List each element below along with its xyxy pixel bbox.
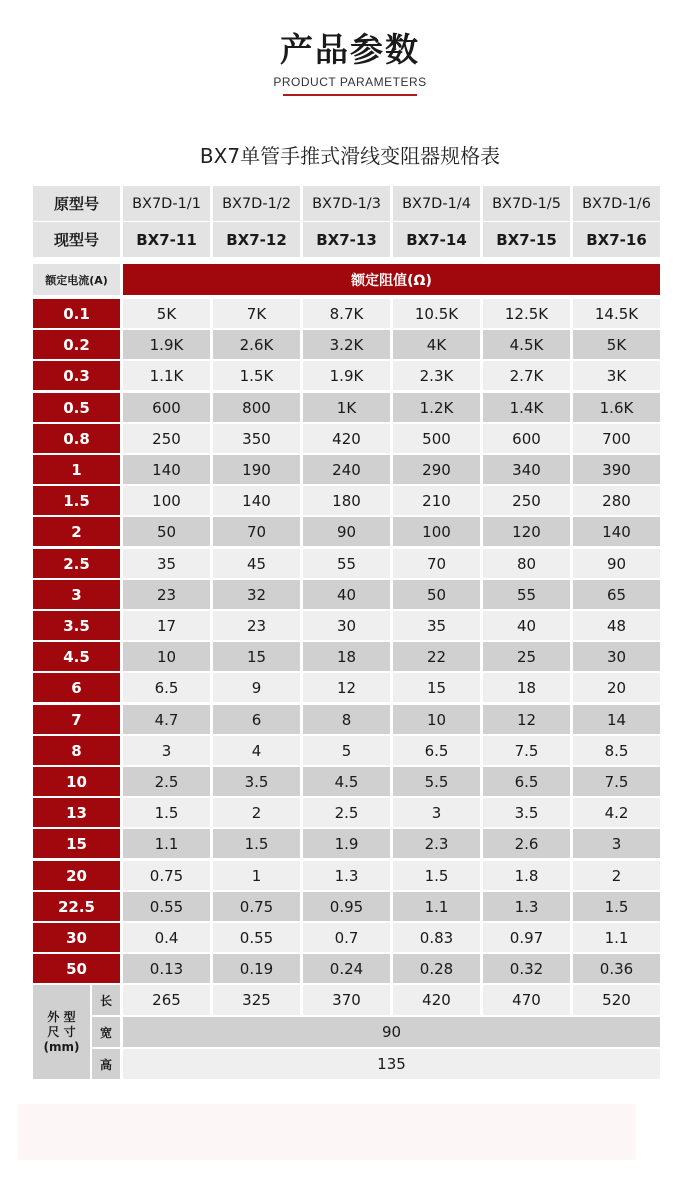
original-model-cell: BX7D-1/1 (123, 186, 210, 221)
resistance-cell: 350 (213, 424, 300, 453)
height-value-cell: 135 (123, 1049, 660, 1079)
resistance-cell: 18 (483, 673, 570, 702)
length-value-cell: 370 (303, 985, 390, 1015)
resistance-cell: 22 (393, 642, 480, 671)
resistance-cell: 0.75 (123, 861, 210, 890)
resistance-cell: 250 (123, 424, 210, 453)
resistance-cell: 55 (303, 549, 390, 578)
current-value-cell: 0.8 (33, 424, 120, 453)
resistance-cell: 0.97 (483, 923, 570, 952)
current-value-cell: 3.5 (33, 611, 120, 640)
resistance-cell: 5K (123, 299, 210, 328)
resistance-cell: 140 (213, 486, 300, 515)
resistance-cell: 1.9 (303, 829, 390, 858)
resistance-cell: 4.5 (303, 767, 390, 796)
resistance-cell: 0.7 (303, 923, 390, 952)
dimension-label-line: 外 型 (47, 1009, 76, 1024)
resistance-cell: 90 (573, 549, 660, 578)
resistance-cell: 48 (573, 611, 660, 640)
resistance-cell: 4.5K (483, 330, 570, 359)
length-value-cell: 470 (483, 985, 570, 1015)
resistance-cell: 3.5 (483, 798, 570, 827)
current-model-cell: BX7-16 (573, 222, 660, 257)
resistance-cell: 2.6K (213, 330, 300, 359)
resistance-cell: 7.5 (573, 767, 660, 796)
current-model-cell: BX7-13 (303, 222, 390, 257)
resistance-cell: 140 (573, 517, 660, 546)
length-value-cell: 265 (123, 985, 210, 1015)
dimension-group-label (33, 985, 90, 1079)
rated-resistance-header: 额定阻值(Ω) (123, 264, 660, 295)
original-model-cell: BX7D-1/5 (483, 186, 570, 221)
resistance-cell: 8 (303, 705, 390, 734)
resistance-cell: 1.3 (483, 892, 570, 921)
resistance-cell: 1.6K (573, 393, 660, 422)
current-value-cell: 3 (33, 580, 120, 609)
length-value-cell: 325 (213, 985, 300, 1015)
resistance-cell: 1 (213, 861, 300, 890)
resistance-cell: 35 (123, 549, 210, 578)
resistance-cell: 6.5 (483, 767, 570, 796)
current-model-cell: BX7-15 (483, 222, 570, 257)
resistance-cell: 1.9K (303, 361, 390, 390)
resistance-cell: 3.2K (303, 330, 390, 359)
height-label: 高 (92, 1049, 120, 1079)
resistance-cell: 2 (213, 798, 300, 827)
current-value-cell: 4.5 (33, 642, 120, 671)
resistance-cell: 23 (123, 580, 210, 609)
resistance-cell: 15 (393, 673, 480, 702)
current-value-cell: 0.2 (33, 330, 120, 359)
resistance-cell: 45 (213, 549, 300, 578)
resistance-cell: 4K (393, 330, 480, 359)
resistance-cell: 340 (483, 455, 570, 484)
resistance-cell: 12 (303, 673, 390, 702)
current-value-cell: 0.1 (33, 299, 120, 328)
resistance-cell: 5 (303, 736, 390, 765)
resistance-cell: 70 (213, 517, 300, 546)
resistance-cell: 2.5 (123, 767, 210, 796)
resistance-cell: 70 (393, 549, 480, 578)
current-value-cell: 10 (33, 767, 120, 796)
resistance-cell: 7.5 (483, 736, 570, 765)
resistance-cell: 100 (123, 486, 210, 515)
resistance-cell: 3K (573, 361, 660, 390)
resistance-cell: 0.4 (123, 923, 210, 952)
resistance-cell: 190 (213, 455, 300, 484)
resistance-cell: 3 (573, 829, 660, 858)
resistance-cell: 3.5 (213, 767, 300, 796)
title-divider (283, 94, 417, 96)
resistance-cell: 1.5 (573, 892, 660, 921)
resistance-cell: 40 (303, 580, 390, 609)
resistance-cell: 2.5 (303, 798, 390, 827)
current-value-cell: 22.5 (33, 892, 120, 921)
resistance-cell: 30 (303, 611, 390, 640)
resistance-cell: 0.19 (213, 954, 300, 983)
resistance-cell: 1.9K (123, 330, 210, 359)
rated-current-label: 额定电流(A) (33, 264, 120, 295)
resistance-cell: 4 (213, 736, 300, 765)
original-model-cell: BX7D-1/2 (213, 186, 300, 221)
resistance-cell: 50 (123, 517, 210, 546)
resistance-cell: 1.4K (483, 393, 570, 422)
resistance-cell: 0.83 (393, 923, 480, 952)
resistance-cell: 0.13 (123, 954, 210, 983)
dimension-label-line: 尺 寸 (47, 1024, 76, 1039)
table-title: BX7单管手推式滑线变阻器规格表 (199, 144, 501, 168)
resistance-cell: 420 (303, 424, 390, 453)
page-title: 产品参数 (280, 30, 420, 69)
resistance-cell: 280 (573, 486, 660, 515)
resistance-cell: 1.3 (303, 861, 390, 890)
resistance-cell: 8.5 (573, 736, 660, 765)
current-value-cell: 2.5 (33, 549, 120, 578)
resistance-cell: 8.7K (303, 299, 390, 328)
resistance-cell: 600 (483, 424, 570, 453)
resistance-cell: 14 (573, 705, 660, 734)
resistance-cell: 600 (123, 393, 210, 422)
resistance-cell: 0.55 (123, 892, 210, 921)
resistance-cell: 80 (483, 549, 570, 578)
resistance-cell: 500 (393, 424, 480, 453)
length-value-cell: 420 (393, 985, 480, 1015)
resistance-cell: 2.7K (483, 361, 570, 390)
resistance-cell: 9 (213, 673, 300, 702)
current-model-cell: BX7-11 (123, 222, 210, 257)
resistance-cell: 17 (123, 611, 210, 640)
footer-panel (18, 1104, 636, 1160)
resistance-cell: 1.5 (123, 798, 210, 827)
resistance-cell: 90 (303, 517, 390, 546)
resistance-cell: 0.32 (483, 954, 570, 983)
resistance-cell: 120 (483, 517, 570, 546)
resistance-cell: 700 (573, 424, 660, 453)
current-value-cell: 6 (33, 673, 120, 702)
current-value-cell: 1 (33, 455, 120, 484)
original-model-cell: BX7D-1/6 (573, 186, 660, 221)
current-value-cell: 0.5 (33, 393, 120, 422)
resistance-cell: 1.8 (483, 861, 570, 890)
resistance-cell: 390 (573, 455, 660, 484)
resistance-cell: 3 (123, 736, 210, 765)
resistance-cell: 1.1 (393, 892, 480, 921)
resistance-cell: 1.1 (123, 829, 210, 858)
resistance-cell: 240 (303, 455, 390, 484)
current-value-cell: 7 (33, 705, 120, 734)
resistance-cell: 1.1 (573, 923, 660, 952)
resistance-cell: 10 (123, 642, 210, 671)
resistance-cell: 1K (303, 393, 390, 422)
resistance-cell: 10 (393, 705, 480, 734)
resistance-cell: 35 (393, 611, 480, 640)
resistance-cell: 1.5 (393, 861, 480, 890)
width-value-cell: 90 (123, 1017, 660, 1047)
resistance-cell: 2.3 (393, 829, 480, 858)
resistance-cell: 23 (213, 611, 300, 640)
resistance-cell: 5K (573, 330, 660, 359)
current-model-label: 现型号 (33, 222, 120, 257)
resistance-cell: 15 (213, 642, 300, 671)
current-value-cell: 0.3 (33, 361, 120, 390)
resistance-cell: 65 (573, 580, 660, 609)
resistance-cell: 6.5 (393, 736, 480, 765)
resistance-cell: 30 (573, 642, 660, 671)
resistance-cell: 18 (303, 642, 390, 671)
resistance-cell: 0.28 (393, 954, 480, 983)
resistance-cell: 5.5 (393, 767, 480, 796)
original-model-label: 原型号 (33, 186, 120, 221)
current-model-cell: BX7-14 (393, 222, 480, 257)
resistance-cell: 800 (213, 393, 300, 422)
length-value-cell: 520 (573, 985, 660, 1015)
resistance-cell: 50 (393, 580, 480, 609)
current-value-cell: 15 (33, 829, 120, 858)
resistance-cell: 1.5 (213, 829, 300, 858)
resistance-cell: 0.36 (573, 954, 660, 983)
resistance-cell: 7K (213, 299, 300, 328)
resistance-cell: 1.2K (393, 393, 480, 422)
resistance-cell: 55 (483, 580, 570, 609)
resistance-cell: 0.55 (213, 923, 300, 952)
resistance-cell: 3 (393, 798, 480, 827)
original-model-cell: BX7D-1/3 (303, 186, 390, 221)
current-value-cell: 8 (33, 736, 120, 765)
resistance-cell: 25 (483, 642, 570, 671)
current-value-cell: 50 (33, 954, 120, 983)
resistance-cell: 12.5K (483, 299, 570, 328)
resistance-cell: 6.5 (123, 673, 210, 702)
length-label: 长 (92, 985, 120, 1015)
resistance-cell: 10.5K (393, 299, 480, 328)
resistance-cell: 2.3K (393, 361, 480, 390)
resistance-cell: 4.7 (123, 705, 210, 734)
resistance-cell: 2 (573, 861, 660, 890)
resistance-cell: 14.5K (573, 299, 660, 328)
resistance-cell: 32 (213, 580, 300, 609)
resistance-cell: 2.6 (483, 829, 570, 858)
original-model-cell: BX7D-1/4 (393, 186, 480, 221)
resistance-cell: 210 (393, 486, 480, 515)
resistance-cell: 1.5K (213, 361, 300, 390)
resistance-cell: 180 (303, 486, 390, 515)
resistance-cell: 0.24 (303, 954, 390, 983)
resistance-cell: 20 (573, 673, 660, 702)
current-value-cell: 30 (33, 923, 120, 952)
resistance-cell: 140 (123, 455, 210, 484)
current-value-cell: 2 (33, 517, 120, 546)
width-label: 宽 (92, 1017, 120, 1047)
resistance-cell: 250 (483, 486, 570, 515)
resistance-cell: 1.1K (123, 361, 210, 390)
current-value-cell: 20 (33, 861, 120, 890)
resistance-cell: 100 (393, 517, 480, 546)
dimension-label-line: (mm) (43, 1039, 80, 1054)
resistance-cell: 12 (483, 705, 570, 734)
resistance-cell: 0.75 (213, 892, 300, 921)
resistance-cell: 40 (483, 611, 570, 640)
resistance-cell: 6 (213, 705, 300, 734)
page-subtitle: PRODUCT PARAMETERS (273, 75, 427, 89)
current-model-cell: BX7-12 (213, 222, 300, 257)
resistance-cell: 0.95 (303, 892, 390, 921)
resistance-cell: 290 (393, 455, 480, 484)
current-value-cell: 13 (33, 798, 120, 827)
resistance-cell: 4.2 (573, 798, 660, 827)
current-value-cell: 1.5 (33, 486, 120, 515)
